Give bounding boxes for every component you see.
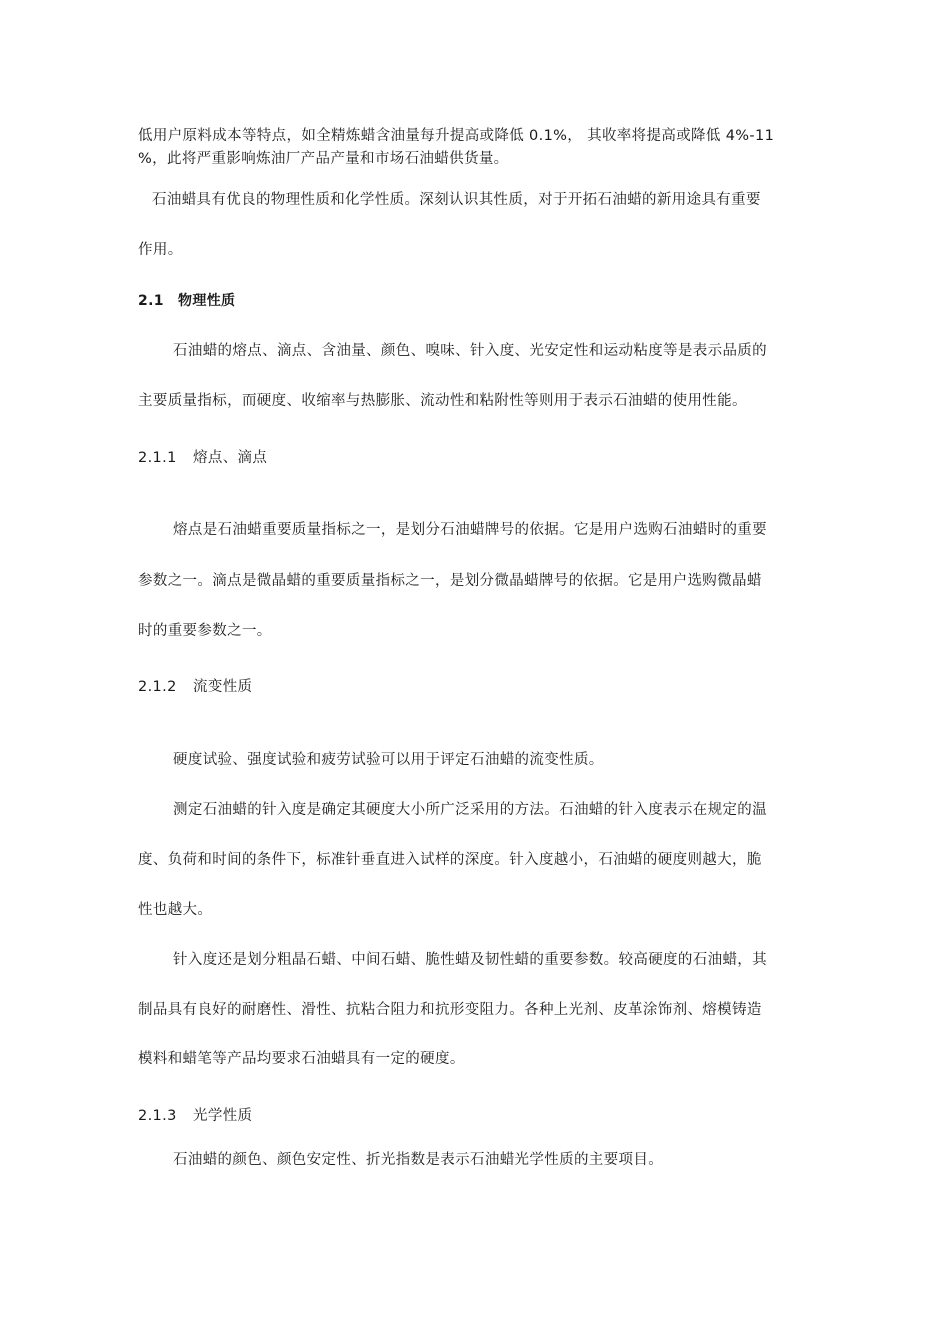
intro-line-1: 低用户原料成本等特点，如全精炼蜡含油量每升提高或降低 0.1%， 其收率将提高或降低 4%-11 (138, 128, 775, 144)
melting-para-line-3: 时的重要参数之一。 (138, 623, 272, 639)
melting-para-line-2: 参数之一。滴点是微晶蜡的重要质量指标之一，是划分微晶蜡牌号的依据。它是用户选购微晶蜡 (138, 573, 762, 589)
properties-para-line-1: 石油蜡具有优良的物理性质和化学性质。深刻认识其性质，对于开拓石油蜡的新用途具有重要 (152, 192, 761, 208)
heading-2-1 (138, 291, 818, 311)
optical-para: 石油蜡的颜色、颜色安定性、折光指数是表示石油蜡光学性质的主要项目。 (173, 1152, 664, 1168)
heading-number: 2.1.2 (138, 679, 177, 695)
rheology-para-2-line-3: 性也越大。 (138, 902, 213, 918)
heading-number: 2.1.3 (138, 1108, 177, 1124)
rheology-para-2-line-1: 测定石油蜡的针入度是确定其硬度大小所广泛采用的方法。石油蜡的针入度表示在规定的温 (173, 802, 767, 818)
rheology-para-1: 硬度试验、强度试验和疲劳试验可以用于评定石油蜡的流变性质。 (173, 752, 604, 768)
heading-title: 物理性质 (178, 293, 236, 309)
heading-title: 光学性质 (193, 1108, 253, 1124)
heading-number: 2.1 (138, 293, 164, 309)
heading-title: 熔点、滴点 (193, 450, 268, 466)
heading-number: 2.1.1 (138, 450, 177, 466)
heading-title: 流变性质 (193, 679, 253, 695)
heading-2-1-1 (138, 448, 818, 468)
heading-2-1-3 (138, 1106, 818, 1126)
rheology-para-2-line-2: 度、负荷和时间的条件下，标准针垂直进入试样的深度。针入度越小，石油蜡的硬度则越大，脆 (138, 852, 762, 868)
melting-para-line-1: 熔点是石油蜡重要质量指标之一，是划分石油蜡牌号的依据。它是用户选购石油蜡时的重要 (173, 522, 767, 538)
physical-para-line-2: 主要质量指标，而硬度、收缩率与热膨胀、流动性和粘附性等则用于表示石油蜡的使用性能。 (138, 393, 747, 409)
heading-2-1-2 (138, 677, 818, 697)
rheology-para-3-line-2: 制品具有良好的耐磨性、滑性、抗粘合阻力和抗形变阻力。各种上光剂、皮革涂饰剂、熔模铸造 (138, 1002, 762, 1018)
physical-para-line-1: 石油蜡的熔点、滴点、含油量、颜色、嗅味、针入度、光安定性和运动粘度等是表示品质的 (173, 343, 767, 359)
intro-line-2: %，此将严重影响炼油厂产品产量和市场石油蜡供货量。 (138, 151, 509, 167)
rheology-para-3-line-1: 针入度还是划分粗晶石蜡、中间石蜡、脆性蜡及韧性蜡的重要参数。较高硬度的石油蜡，其 (173, 952, 767, 968)
rheology-para-3-line-3: 模料和蜡笔等产品均要求石油蜡具有一定的硬度。 (138, 1051, 465, 1067)
properties-para-line-2: 作用。 (138, 242, 183, 258)
